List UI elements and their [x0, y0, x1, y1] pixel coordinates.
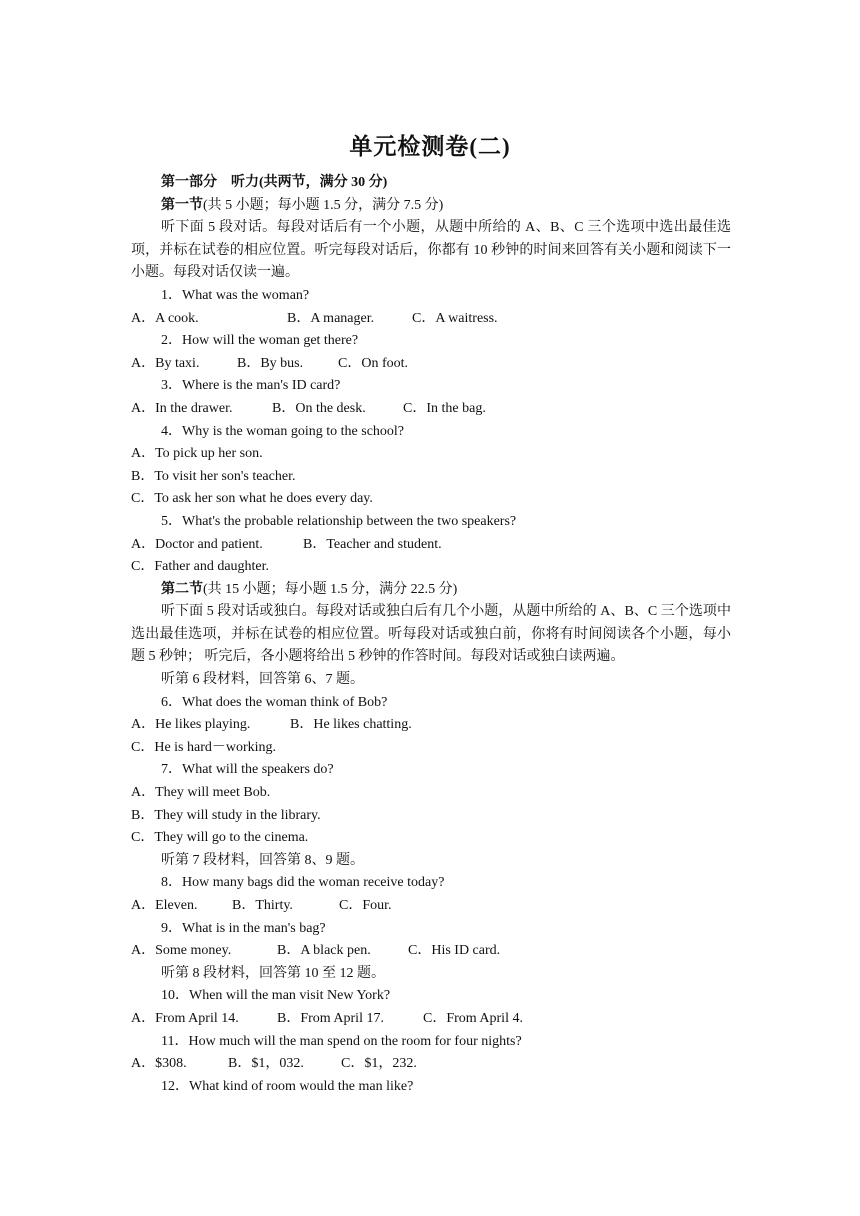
option-c: C．In the bag.: [403, 400, 486, 416]
section1-rule: (共 5 小题；每小题 1.5 分，满分 7.5 分): [203, 197, 444, 213]
option-c: C．$1，232.: [341, 1056, 417, 1072]
option-c: C．He is hard－working.: [131, 739, 277, 755]
section1-instructions: 听下面 5 段对话。每段对话后有一个小题，从题中所给的 A、B、C 三个选项中选出最佳选项，并标在试卷的相应位置。听完每段对话后，你都有 10 秒钟的时间来回答有关小题和阅读下一小题。每段对话仅读一遍。: [131, 220, 731, 281]
option-row: [131, 1053, 731, 1076]
question-stem: 5．What's the probable relationship between the two speakers?: [161, 513, 517, 529]
question-stem: 10．When will the man visit New York?: [161, 988, 391, 1004]
option-a: A．From April 14.: [131, 1010, 239, 1026]
option-row: [131, 714, 731, 737]
option-c: C．A waitress.: [412, 310, 498, 326]
option-a: A．To pick up her son.: [131, 446, 263, 462]
question-stem: 7．What will the speakers do?: [161, 762, 334, 778]
option-row: [131, 353, 731, 376]
option-row: [131, 895, 731, 918]
part1-heading: 第一部分 听力(共两节，满分 30 分): [161, 175, 388, 190]
option-a: A．Doctor and patient.: [131, 536, 263, 552]
question-stem: 9．What is in the man's bag?: [161, 920, 326, 936]
page-title: 单元检测卷(二): [349, 134, 511, 159]
option-c: C．From April 4.: [423, 1010, 523, 1026]
question-stem: 3．Where is the man's ID card?: [161, 378, 341, 394]
question-stem: 12．What kind of room would the man like?: [161, 1078, 414, 1094]
option-b: B．A black pen.: [277, 943, 371, 959]
question-stem: 8．How many bags did the woman receive today?: [161, 875, 445, 891]
question-stem: 4．Why is the woman going to the school?: [161, 423, 405, 439]
option-b: B．He likes chatting.: [290, 717, 412, 733]
option-row: [131, 940, 731, 963]
option-row: [131, 398, 731, 421]
option-b: B．They will study in the library.: [131, 807, 321, 823]
exam-content: [131, 172, 731, 1098]
option-b: B．On the desk.: [272, 400, 366, 416]
option-a: A．They will meet Bob.: [131, 785, 271, 801]
option-a: A．In the drawer.: [131, 400, 233, 416]
option-c: C．Four.: [339, 898, 392, 913]
material-note: 听第 7 段材料，回答第 8、9 题。: [161, 852, 364, 868]
option-b: B．To visit her son's teacher.: [131, 468, 296, 484]
question-stem: 6．What does the woman think of Bob?: [161, 694, 388, 710]
option-c: C．Father and daughter.: [131, 559, 270, 575]
option-row: [131, 534, 731, 557]
option-a: A．$308.: [131, 1056, 187, 1072]
option-b: B．Thirty.: [232, 898, 293, 913]
option-b: B．Teacher and student.: [303, 536, 442, 552]
material-note: 听第 6 段材料，回答第 6、7 题。: [161, 672, 364, 688]
section2-heading: 第二节: [161, 581, 203, 597]
option-b: B．From April 17.: [277, 1010, 384, 1026]
option-a: A．He likes playing.: [131, 717, 251, 733]
section1-header: [131, 195, 731, 218]
option-c: C．His ID card.: [408, 943, 501, 959]
option-a: A．Eleven.: [131, 898, 198, 913]
question-stem: 1．What was the woman?: [161, 287, 310, 303]
option-c: C．To ask her son what he does every day.: [131, 491, 373, 507]
option-a: A．By taxi.: [131, 355, 200, 371]
question-stem: 2．How will the woman get there?: [161, 333, 359, 349]
section1-heading: 第一节: [161, 197, 203, 213]
option-a: A．Some money.: [131, 943, 232, 959]
section2-header: [131, 579, 731, 602]
option-row: [131, 308, 731, 331]
option-b: B．By bus.: [237, 355, 304, 371]
option-a: A．A cook.: [131, 310, 199, 326]
material-note: 听第 8 段材料，回答第 10 至 12 题。: [161, 965, 385, 981]
option-b: B．$1，032.: [228, 1056, 304, 1072]
option-b: B．A manager.: [287, 310, 375, 326]
option-row: [131, 1008, 731, 1031]
option-c: C．They will go to the cinema.: [131, 830, 309, 846]
question-stem: 11．How much will the man spend on the room for four nights?: [161, 1033, 522, 1049]
section2-instructions: 听下面 5 段对话或独白。每段对话或独白后有几个小题，从题中所给的 A、B、C 三个选项中选出最佳选项，并标在试卷的相应位置。听每段对话或独白前，你将有时间阅读各个小题，每小题 5 秒钟； 听完后，各小题将给出 5 秒钟的作答时间。每段对话或独白读两遍。: [131, 604, 731, 665]
section2-rule: (共 15 小题；每小题 1.5 分，满分 22.5 分): [203, 581, 458, 597]
option-c: C．On foot.: [338, 355, 408, 371]
